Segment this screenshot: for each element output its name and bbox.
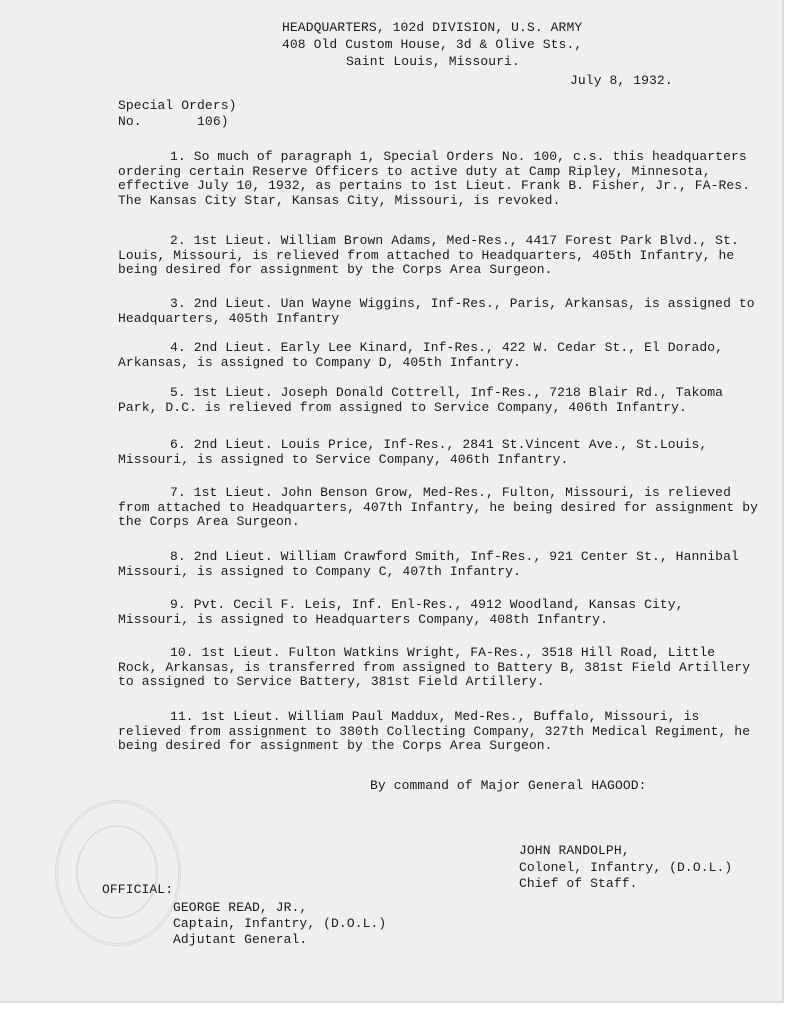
seal-inner-ring [76,825,158,919]
command-line: By command of Major General HAGOOD: [370,778,647,793]
paragraph-1: 1. So much of paragraph 1, Special Orders No. 100, c.s. this headquarters ordering certain Reserve Officers to active duty at Camp Ripley, Minnesota, effective July 10, 1932, as pertains to 1st Lieut. Frank B. Fisher, Jr., FA-Res. The Kansas City Star, Kansas City, Missouri, is revoked. [118,149,751,208]
paragraph-4: 4. 2nd Lieut. Early Lee Kinard, Inf-Res., 422 W. Cedar St., El Dorado, Arkansas, is assigned to Company D, 405th Infantry. [118,340,724,370]
paragraph-6: 6. 2nd Lieut. Louis Price, Inf-Res., 2841 St.Vincent Ave., St.Louis, Missouri, is assigned to Service Company, 406th Infantry. [118,437,708,467]
paragraph-10: 10. 1st Lieut. Fulton Watkins Wright, FA-Res., 3518 Hill Road, Little Rock, Arkansas, is transferred from assigned to Battery B, 381st Field Artillery to assigned to Service Battery, 381st Field Artillery. [118,645,751,689]
paragraph-3: 3. 2nd Lieut. Uan Wayne Wiggins, Inf-Res., Paris, Arkansas, is assigned to Headquarters, 405th Infantry [118,296,755,326]
paragraph-8: 8. 2nd Lieut. William Crawford Smith, Inf-Res., 921 Center St., Hannibal Missouri, is assigned to Company C, 407th Infantry. [118,549,739,579]
paragraph-9: 9. Pvt. Cecil F. Leis, Inf. Enl-Res., 4912 Woodland, Kansas City, Missouri, is assigned to Headquarters Company, 408th Infantry. [118,597,684,627]
signature-name: JOHN RANDOLPH, [519,843,630,858]
header-line-3: Saint Louis, Missouri. [346,54,520,69]
official-label: OFFICIAL: [102,882,174,897]
official-name: GEORGE READ, JR., [173,900,308,915]
order-date: July 8, 1932. [570,73,673,88]
official-rank: Captain, Infantry, (D.O.L.) [173,916,387,931]
header-line-2: 408 Old Custom House, 3d & Olive Sts., [282,37,583,52]
signature-rank: Colonel, Infantry, (D.O.L.) [519,860,733,875]
paragraph-5: 5. 1st Lieut. Joseph Donald Cottrell, Inf-Res., 7218 Blair Rd., Takoma Park, D.C. is relieved from assigned to Service Company, 406th Infantry. [118,385,724,415]
paragraph-2: 2. 1st Lieut. William Brown Adams, Med-Res., 4417 Forest Park Blvd., St. Louis, Missouri, is relieved from attached to Headquarters, 405th Infantry, he being desired for assignment by the Corps Area Surgeon. [118,233,739,277]
header-line-1: HEADQUARTERS, 102d DIVISION, U.S. ARMY [282,20,583,35]
paragraph-11: 11. 1st Lieut. William Paul Maddux, Med-Res., Buffalo, Missouri, is relieved from assignment to 380th Collecting Company, 327th Medical Regiment, he being desired for assignment by the Corps Area Surgeon. [118,709,751,753]
special-orders-number: No. 106) [118,114,229,129]
official-title: Adjutant General. [173,932,308,947]
embossed-seal [55,800,181,946]
paragraph-7: 7. 1st Lieut. John Benson Grow, Med-Res., Fulton, Missouri, is relieved from attached to Headquarters, 407th Infantry, he being desired for assignment by the Corps Area Surgeon. [118,485,759,529]
signature-title: Chief of Staff. [519,876,638,891]
special-orders-label: Special Orders) [118,98,237,113]
